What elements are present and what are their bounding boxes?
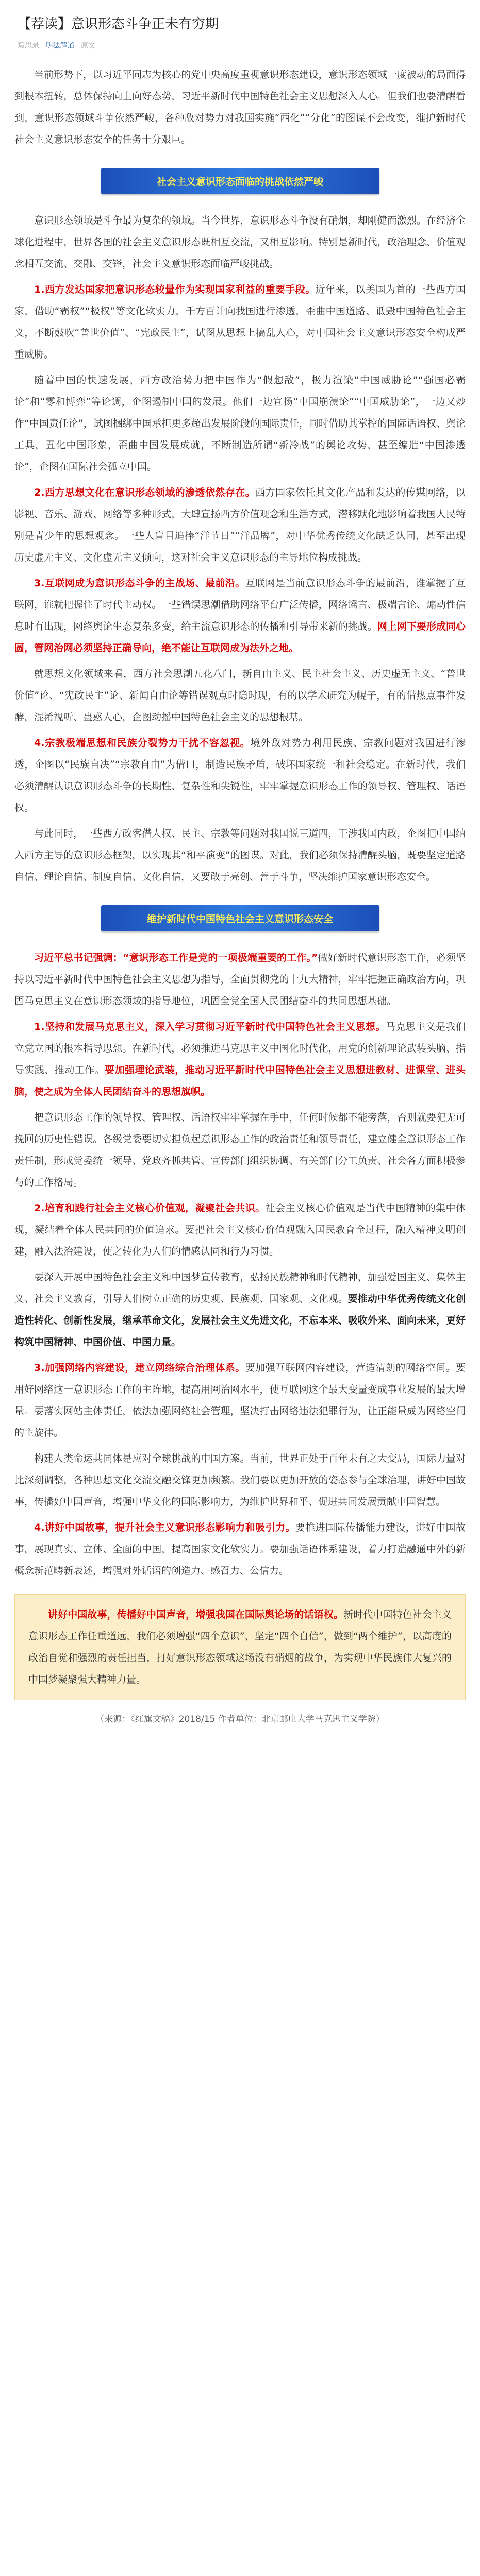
- paragraph-text: 互联网是当前意识形态斗争的最前沿，谁掌握了互联网，谁就把握住了时代主动权。一些错误思潮借助网络平台广泛传播，网络谣言、极端言论、煽动性信息时有出现，网络舆论生态复杂多变，给主流意识形态的传播和引导带来新的挑战。: [14, 578, 466, 632]
- emphasis-text: 1.西方发达国家把意识形态较量作为实现国家利益的重要手段。: [34, 284, 316, 295]
- emphasis-text: 4.宗教极端思想和民族分裂势力干扰不容忽视。: [34, 737, 251, 749]
- paragraph-text: 要加强互联网内容建设，营造清朗的网络空间。要用好网络这一意识形态工作的主阵地，提高用网治网水平，使互联网这个最大变量变成事业发展的最大增量。要落实网站主体责任，依法加强网络社会管理，坚决打击网络违法犯罪行为，让正能量成为网络空间的主旋律。: [14, 1362, 466, 1438]
- paragraph-text: 做好新时代意识形态工作，必须坚持以习近平新时代中国特色社会主义思想为指导，全面贯彻党的十九大精神，牢牢把握正确政治方向，巩固马克思主义在意识形态领域的指导地位，巩固全党全国人民团结奋斗的共同思想基础。: [14, 952, 466, 1007]
- bold-text: 要推动中华优秀传统文化创造性转化、创新性发展，继承革命文化，发展社会主义先进文化，不忘本来、吸收外来、面向未来，更好构筑中国精神、中国价值、中国力量。: [14, 1293, 466, 1348]
- highlight-paragraph: [28, 1604, 452, 1690]
- section-banner: 社会主义意识形态面临的挑战依然严峻: [101, 168, 379, 194]
- meta-source-link[interactable]: 明法解道: [45, 42, 75, 50]
- paragraph-text: 境外敌对势力利用民族、宗教问题对我国进行渗透，企图以“民族自决”“宗教自由”为借口，制造民族矛盾，破坏国家统一和社会稳定。在新时代，我们必须清醒认识意识形态斗争的长期性、复杂性和尖锐性，牢牢掌握意识形态工作的领导权、管理权、话语权。: [14, 737, 466, 814]
- paragraph-text: 要推进国际传播能力建设，讲好中国故事，展现真实、立体、全面的中国，提高国家文化软实力。要加强话语体系建设，着力打造融通中外的新概念新范畴新表述，增强对外话语的创造力、感召力、公信力。: [14, 1522, 466, 1577]
- emphasis-text: 1.坚持和发展马克思主义，深入学习贯彻习近平新时代中国特色社会主义思想。: [34, 1021, 386, 1032]
- paragraph: [14, 279, 466, 365]
- paragraph: [14, 947, 466, 1012]
- title-tag: 【荐读】: [18, 16, 72, 32]
- paragraph-text: 构建人类命运共同体是应对全球挑战的中国方案。当前，世界正处于百年未有之大变局，国际力量对比深刻调整，各种思想文化交流交融交锋更加频繁。我们要以更加开放的姿态参与全球治理，讲好中国故事，传播好中国声音，增强中华文化的国际影响力，为维护世界和平、促进共同发展贡献中国智慧。: [14, 1453, 466, 1507]
- paragraph: [14, 572, 466, 659]
- paragraph: [14, 1197, 466, 1262]
- paragraph: [14, 1266, 466, 1353]
- paragraph-text: 当前形势下，以习近平同志为核心的党中央高度重视意识形态建设，意识形态领域一度被动的局面得到根本扭转，总体保持向上向好态势，习近平新时代中国特色社会主义思想深入人心。但我们也要清醒看到，意识形态领域斗争依然严峻，各种敌对势力对我国实施“西化”“分化”的图谋不会改变，维护新时代社会主义意识形态安全的任务十分艰巨。: [14, 69, 466, 145]
- source-line: （来源：《红旗文稿》2018/15 作者单位：北京邮电大学马克思主义学院）: [95, 1714, 385, 1724]
- emphasis-text: 3.互联网成为意识形态斗争的主战场、最前沿。: [34, 578, 245, 589]
- emphasis-text: 网上网下要形成同心圆，管网治网必须坚持正确导向，绝不能让互联网成为法外之地。: [14, 621, 466, 654]
- paragraph-text: 近年来，以美国为首的一些西方国家，借助“霸权”“极权”等文化软实力，千方百计向我国进行渗透，歪曲中国道路、诋毁中国特色社会主义，不断鼓吹“普世价值”、“宪政民主”，试图从思想上搞乱人心，对中国社会主义意识形态安全构成严重威胁。: [14, 284, 466, 360]
- emphasis-text: 习近平总书记强调：“意识形态工作是党的一项极端重要的工作。”: [34, 952, 318, 963]
- paragraph: [14, 823, 466, 888]
- paragraph-text: 就思想文化领域来看，西方社会思潮五花八门，新自由主义、民主社会主义、历史虚无主义、“普世价值”论、“宪政民主”论、新闻自由论等错误观点时隐时现，有的以学术研究为幌子，有的借热点事件发酵，混淆视听、蛊惑人心，企图动摇中国特色社会主义的思想根基。: [14, 668, 466, 723]
- emphasis-text: 2.培育和践行社会主义核心价值观，凝聚社会共识。: [34, 1202, 266, 1214]
- paragraph-text: 西方国家依托其文化产品和发达的传媒网络，以影视、音乐、游戏、网络等多种形式，大肆宣扬西方价值观念和生活方式，潜移默化地影响着我国人民特别是青少年的思想观念。一些人盲目追捧“洋节日”“洋品牌”，对中华优秀传统文化缺乏认同，甚至出现历史虚无主义、文化虚无主义倾向，这对社会主义意识形态的主导地位构成挑战。: [14, 487, 466, 563]
- article-meta: [18, 40, 462, 50]
- intro-section: [14, 64, 466, 150]
- emphasis-text: 2.西方思想文化在意识形态领域的渗透依然存在。: [34, 487, 256, 498]
- paragraph: [14, 1517, 466, 1582]
- paragraph: [14, 1107, 466, 1193]
- paragraph-text: 意识形态领域是斗争最为复杂的领域。当今世界，意识形态斗争没有硝烟，却刚健而激烈。在经济全球化进程中，世界各国的社会主义意识形态既相互交流，又相互影响。特别是新时代，政治理念、价值观念相互交流、交融、交锋，社会主义意识形态面临严峻挑战。: [14, 215, 466, 269]
- emphasis-text: 讲好中国故事，传播好中国声音，增强我国在国际舆论场的话语权。: [48, 1609, 343, 1620]
- title-text: 意识形态斗争正未有穷期: [71, 16, 219, 32]
- paragraph: [14, 732, 466, 819]
- title-block: [0, 0, 480, 50]
- paragraph-text: 随着中国的快速发展，西方政治势力把中国作为“假想敌”，极力渲染“中国威胁论”“强国必霸论”和“零和博弈”等论调，企图遏制中国的发展。他们一边宣扬“中国崩溃论”“中国威胁论”，一边又炒作“中国责任论”，试图捆绑中国承担更多超出发展阶段的国际责任，同时借助其掌控的国际话语权、舆论工具，丑化中国形象，歪曲中国发展成就，不断制造所谓“新冷战”的舆论攻势，甚至编造“中国渗透论”，企图在国际社会孤立中国。: [14, 375, 466, 472]
- emphasis-text: 3.加强网络内容建设，建立网络综合治理体系。: [34, 1362, 245, 1374]
- meta-action: 原文: [80, 42, 95, 50]
- paragraph: [14, 64, 466, 150]
- paragraph-text: 马克思主义是我们立党立国的根本指导思想。在新时代，必须推进马克思主义中国化时代化，用党的创新理论武装头脑、指导实践、推动工作。: [14, 1021, 466, 1076]
- paragraph: [14, 663, 466, 728]
- page-title: [18, 14, 462, 34]
- article-body: [0, 50, 480, 1724]
- paragraph: [14, 369, 466, 478]
- paragraph-text: 要深入开展中国特色社会主义和中国梦宣传教育，弘扬民族精神和时代精神，加强爱国主义、集体主义、社会主义教育，引导人们树立正确的历史观、民族观、国家观、文化观。: [14, 1272, 466, 1304]
- section-banner: 维护新时代中国特色社会主义意识形态安全: [101, 905, 379, 931]
- meta-author: 寰思录: [18, 42, 39, 50]
- paragraph-text: 把意识形态工作的领导权、管理权、话语权牢牢掌握在手中，任何时候都不能旁落，否则就要犯无可挽回的历史性错误。各级党委要切实担负起意识形态工作的政治责任和领导责任，建立健全意识形态工作责任制，形成党委统一领导、党政齐抓共管、宣传部门组织协调、有关部门分工负责、社会各方面积极参与的工作格局。: [14, 1112, 466, 1188]
- paragraph: [14, 1448, 466, 1513]
- paragraph: [14, 210, 466, 275]
- highlight-box: [14, 1594, 466, 1700]
- paragraph: [14, 1016, 466, 1103]
- paragraph: [14, 482, 466, 568]
- paragraph-text: 社会主义核心价值观是当代中国精神的集中体现，凝结着全体人民共同的价值追求。要把社会主义核心价值观融入国民教育全过程，融入精神文明创建，融入法治建设，使之转化为人们的情感认同和行为习惯。: [14, 1202, 466, 1257]
- emphasis-text: 4.讲好中国故事，提升社会主义意识形态影响力和吸引力。: [34, 1522, 295, 1533]
- sections-container: [14, 168, 466, 1582]
- paragraph-text: 与此同时，一些西方政客借人权、民主、宗教等问题对我国说三道四，干涉我国内政，企图把中国纳入西方主导的意识形态框架，以实现其“和平演变”的图谋。对此，我们必须保持清醒头脑，既要坚定道路自信、理论自信、制度自信、文化自信，又要敢于亮剑、善于斗争，坚决维护国家意识形态安全。: [14, 828, 466, 883]
- emphasis-text: 要加强理论武装，推动习近平新时代中国特色社会主义思想进教材、进课堂、进头脑，使之成为全体人民团结奋斗的思想旗帜。: [14, 1064, 466, 1097]
- paragraph: [14, 1357, 466, 1444]
- paragraph-text: 新时代中国特色社会主义意识形态工作任重道远，我们必须增强“四个意识”，坚定“四个自信”，做到“两个维护”，以高度的政治自觉和强烈的责任担当，打好意识形态领域这场没有硝烟的战争，为实现中华民族伟大复兴的中国梦凝聚强大精神力量。: [28, 1609, 452, 1685]
